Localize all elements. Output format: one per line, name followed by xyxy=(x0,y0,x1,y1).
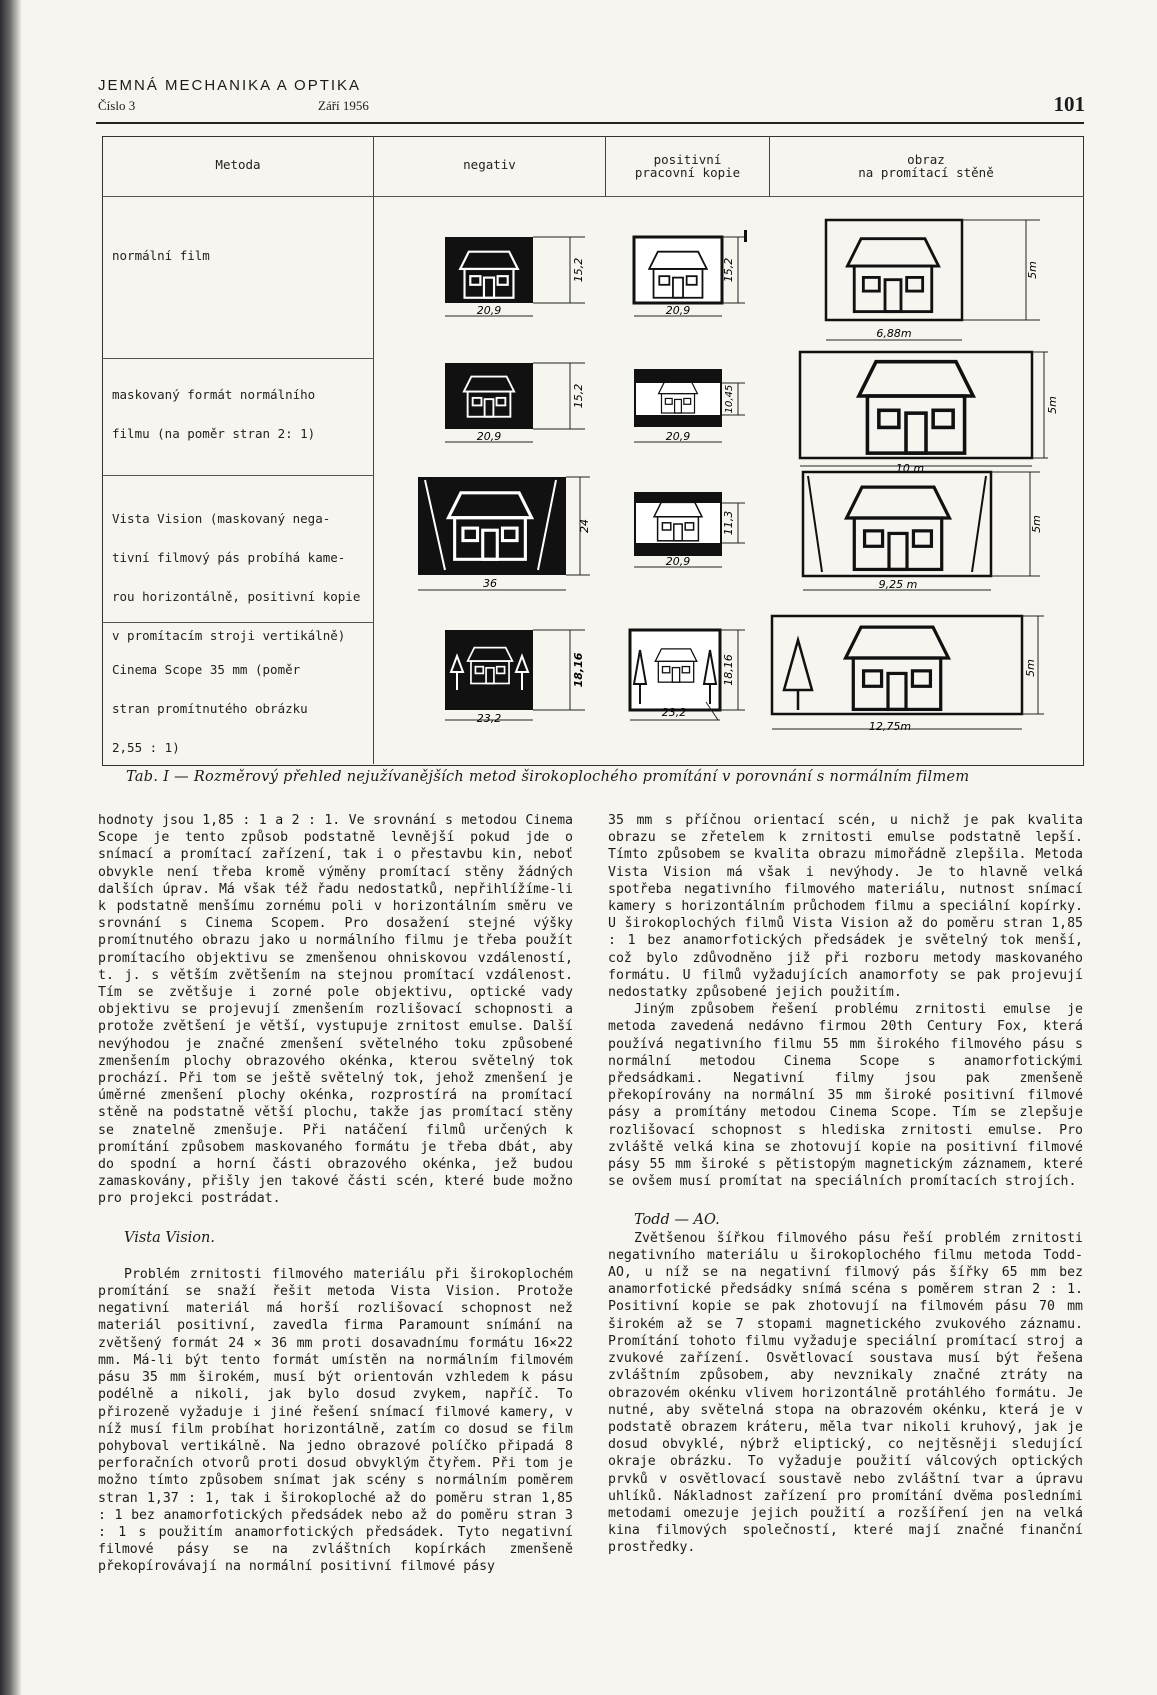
paragraph: hodnoty jsou 1,85 : 1 a 2 : 1. Ve srovnání s metodou Cinema Scope je tento způsob podstatně levnější pokud jde o snímací a promítací zařízení, tak i o přestavbu kin, neboť obvykle není třeba kromě výměny promítací stěny žádných dalších úprav. Má však též řadu nedostatků, nepřihlížíme-li k podstatně menšímu zornému poli v horizontálním směru ve srovnání s Cinema Scopem. Pro dosažení stejné výšky promítnutého obrazu jako u normálního filmu je třeba použít promítacího objektivu se zmenšenou ohniskovou vzdáleností, t. j. s větším zvětšením na stejnou promítací vzdálenost. Tím se zvětšuje i zorné pole objektivu, optické vady objektivu se projevují zmenšením rozlišovací schopnosti a protože zvětšení je větší, vystupuje zrnitost emulse. Další nevýhodou je značné zmenšení světelného toku způsobené zmenšením plochy obrazového okénka, kterou světelný tok prochází. Při tom se ještě světelný tok, jehož zmenšení je úměrné zmenšení plochy okénka, rozprostírá na promítací stěně na podstatně větší plochu, takže jas promítací stěny se znatelně zmenšuje. Při natáčení filmů určených k promítání způsobem maskovaného formátu je třeba dbát, aby do spodní a horní části obrazového okénka, jež budou zamaskovány, přišly jen takové části scén, které bude možno pro projekci postrádat. xyxy=(98,813,573,1207)
journal-title: JEMNÁ MECHANIKA A OPTIKA xyxy=(98,77,362,94)
col-head-metoda: Metoda xyxy=(215,157,261,172)
row1-screen xyxy=(826,220,1040,340)
format-diagrams xyxy=(0,0,1157,780)
col-head-positive: positivní pracovní kopie xyxy=(634,152,741,180)
paragraph: Zvětšenou šířkou filmového pásu řeší problém zrnitosti negativního materiálu u širokoplochého filmu metoda Todd-AO, u níž se na negativní filmový pás šířky 65 mm bez anamorfotické předsádky snímá scéna s poměrem stran 2 : 1. Positivní kopie se pak zhotovují na filmovém pásu 70 mm širokém až se 7 stopami magnetického zvukového záznamu. Promítání tohoto filmu vyžaduje speciální promítací stroj a zvukové zařízení. Osvětlovací soustava musí být řešena zvláštním způsobem, aby nevznikaly značné ztráty na obrazovém okénku vlivem horizontálně protáhlého formátu. Je nutné, aby světelná stopa na obrazovém okénku, která je v podstatě obrazem kráteru, měla tvar nikoli kruhový, jak je dosud obvyklé, nýbrž eliptický, co nejtěsněji sledující okraje obrázku. To vyžaduje použití válcových optických prvků v osvětlovací soustavě nebo zvláštní tvar a úpravu uhlíků. Nákladnost zařízení pro promítání dvěma posledními metodami omezuje jejich použití a rozšíření jen na velká kina filmových společností, které mají značné finanční prostředky. xyxy=(608,1230,1083,1556)
row-label-masked: maskovaný formát normálního filmu (na poměr stran 2: 1) xyxy=(112,387,316,441)
row4-positive xyxy=(630,630,745,720)
row2-screen xyxy=(800,352,1059,475)
row-label-normal: normální film xyxy=(112,248,210,263)
text-column-left xyxy=(98,812,573,1576)
svg-text:20,9: 20,9 xyxy=(665,555,691,568)
paragraph: Jiným způsobem řešení problému zrnitosti emulse je metoda zavedená nedávno firmou 20th Century Fox, která používá negativního filmu 55 mm širokého filmového pásu s normální metodou Cinema Scope s anamorfotickými předsádkami. Negativní filmy jsou pak zmenšeně překopírovány na normální 35 mm široké positivní filmové pásy a promítány metodou Cinema Scope. Tím se zlepšuje rozlišovací schopnost s hlediska zrnitosti emulse. Pro zvláště velká kina se zhotovují kopie na positivní filmové pásy 55 mm široké s pětistopým magnetickým záznamem, které se ovšem musí promítat na speciálních promítacích strojích. xyxy=(608,1002,1083,1190)
row3-screen xyxy=(803,472,1043,591)
issue-number: Číslo 3 xyxy=(98,98,136,113)
table-caption: Tab. I — Rozměrový přehled nejužívanějších metod širokoplochého promítání v porovnání s normálním filmem xyxy=(126,769,970,785)
row3-negative xyxy=(418,477,591,590)
row2-positive xyxy=(634,369,745,443)
row2-negative xyxy=(445,363,585,443)
svg-text:5m: 5m xyxy=(1026,261,1039,279)
svg-text:23,2: 23,2 xyxy=(476,712,502,725)
svg-text:18,16: 18,16 xyxy=(572,652,585,688)
row4-negative xyxy=(445,630,585,725)
col-head-screen: obraz na promítací stěně xyxy=(858,152,994,180)
svg-text:20,9: 20,9 xyxy=(665,304,691,317)
issue-date: Září 1956 xyxy=(318,98,369,113)
paragraph: 35 mm s příčnou orientací scén, u nichž je pak kvalita obrazu se zřetelem k zrnitosti emulse podstatně lepší. Tímto způsobem se kvalita obrazu mimořádně zlepšila. Metoda Vista Vision má však i nevýhody. Je to hlavně velká spotřeba negativního filmového materiálu, nutnost snímací kamery s horizontálním průchodem filmu a speciální kopírky. U širokoplochých filmů Vista Vision až do poměru stran 1,85 : 1 bez anamorfotických předsádek je světelný tok menší, což bylo zdůvodněno již při rozboru metody maskovaného formátu. U filmů vyžadujících anamorfoty se pak projevují nedostatky způsobené jejich použitím. xyxy=(608,813,1083,1001)
svg-text:5m: 5m xyxy=(1024,659,1037,677)
svg-text:20,9: 20,9 xyxy=(476,304,502,317)
svg-text:6,88m: 6,88m xyxy=(876,327,912,340)
svg-text:11,3: 11,3 xyxy=(722,510,735,536)
svg-text:23,2: 23,2 xyxy=(661,706,687,719)
row-label-vista-vision: Vista Vision (maskovaný nega- tivní filmový pás probíhá kame- rou horizontálně, positivní kopie v promítacím stroji vertikálně) xyxy=(112,511,361,643)
svg-text:15,2: 15,2 xyxy=(572,383,585,409)
svg-text:5m: 5m xyxy=(1046,396,1059,414)
row1-positive xyxy=(634,230,747,317)
row-label-cinemascope: Cinema Scope 35 mm (poměr stran promítnutého obrázku 2,55 : 1) xyxy=(112,662,308,755)
svg-text:9,25 m: 9,25 m xyxy=(878,578,918,591)
svg-text:10,45: 10,45 xyxy=(724,384,735,414)
svg-text:10 m: 10 m xyxy=(895,462,925,475)
text-column-right xyxy=(608,812,1083,1557)
svg-text:24: 24 xyxy=(578,519,591,533)
svg-text:20,9: 20,9 xyxy=(665,430,691,443)
svg-text:20,9: 20,9 xyxy=(476,430,502,443)
col-head-negativ: negativ xyxy=(463,157,516,172)
paragraph: Problém zrnitosti filmového materiálu při širokoplochém promítání se snaží řešit metoda Vista Vision. Protože negativní materiál má horší rozlišovací schopnost než materiál positivní, zavedla firma Paramount snímání na zvětšený formát 24 × 36 mm proti dosavadnímu formátu 16×22 mm. Má-li být tento formát umístěn na normálním filmovém pásu 35 mm širokém, musí být orientován vzhledem k pásu podélně a nikoli, jak bylo dosud zvykem, napříč. To přirozeně vyžaduje i jiné řešení snímací filmové kamery, v níž musí film probíhat horizontálně, zatím co dosud se film pohyboval vertikálně. Na jedno obrazové políčko připadá 8 perforačních otvorů proti dosud obvyklým čtyřem. Při tom je možno tímto způsobem snímat jak scény s normálním poměrem stran 1,37 : 1, tak i širokoploché až do poměru stran 1,85 : 1 bez anamorfotických předsádek nebo až do poměru stran 3 : 1 s použitím anamorfotických předsádek. Tyto negativní filmové pásy se na zvláštních kopírkách zmenšeně překopírovávají na normální positivní filmové pásy xyxy=(98,1266,573,1575)
page-number: 101 xyxy=(1053,92,1085,116)
section-heading-vista-vision: Vista Vision. xyxy=(124,1229,215,1246)
row3-positive xyxy=(634,492,745,568)
section-heading-todd-ao: Todd — AO. xyxy=(634,1212,720,1229)
svg-text:12,75m: 12,75m xyxy=(868,720,912,733)
row4-screen xyxy=(772,616,1044,733)
svg-text:15,2: 15,2 xyxy=(722,257,735,283)
svg-text:15,2: 15,2 xyxy=(572,257,585,283)
row1-negative xyxy=(445,237,585,317)
svg-text:5m: 5m xyxy=(1030,515,1043,533)
svg-text:18,16: 18,16 xyxy=(722,654,735,686)
svg-text:36: 36 xyxy=(483,577,497,590)
